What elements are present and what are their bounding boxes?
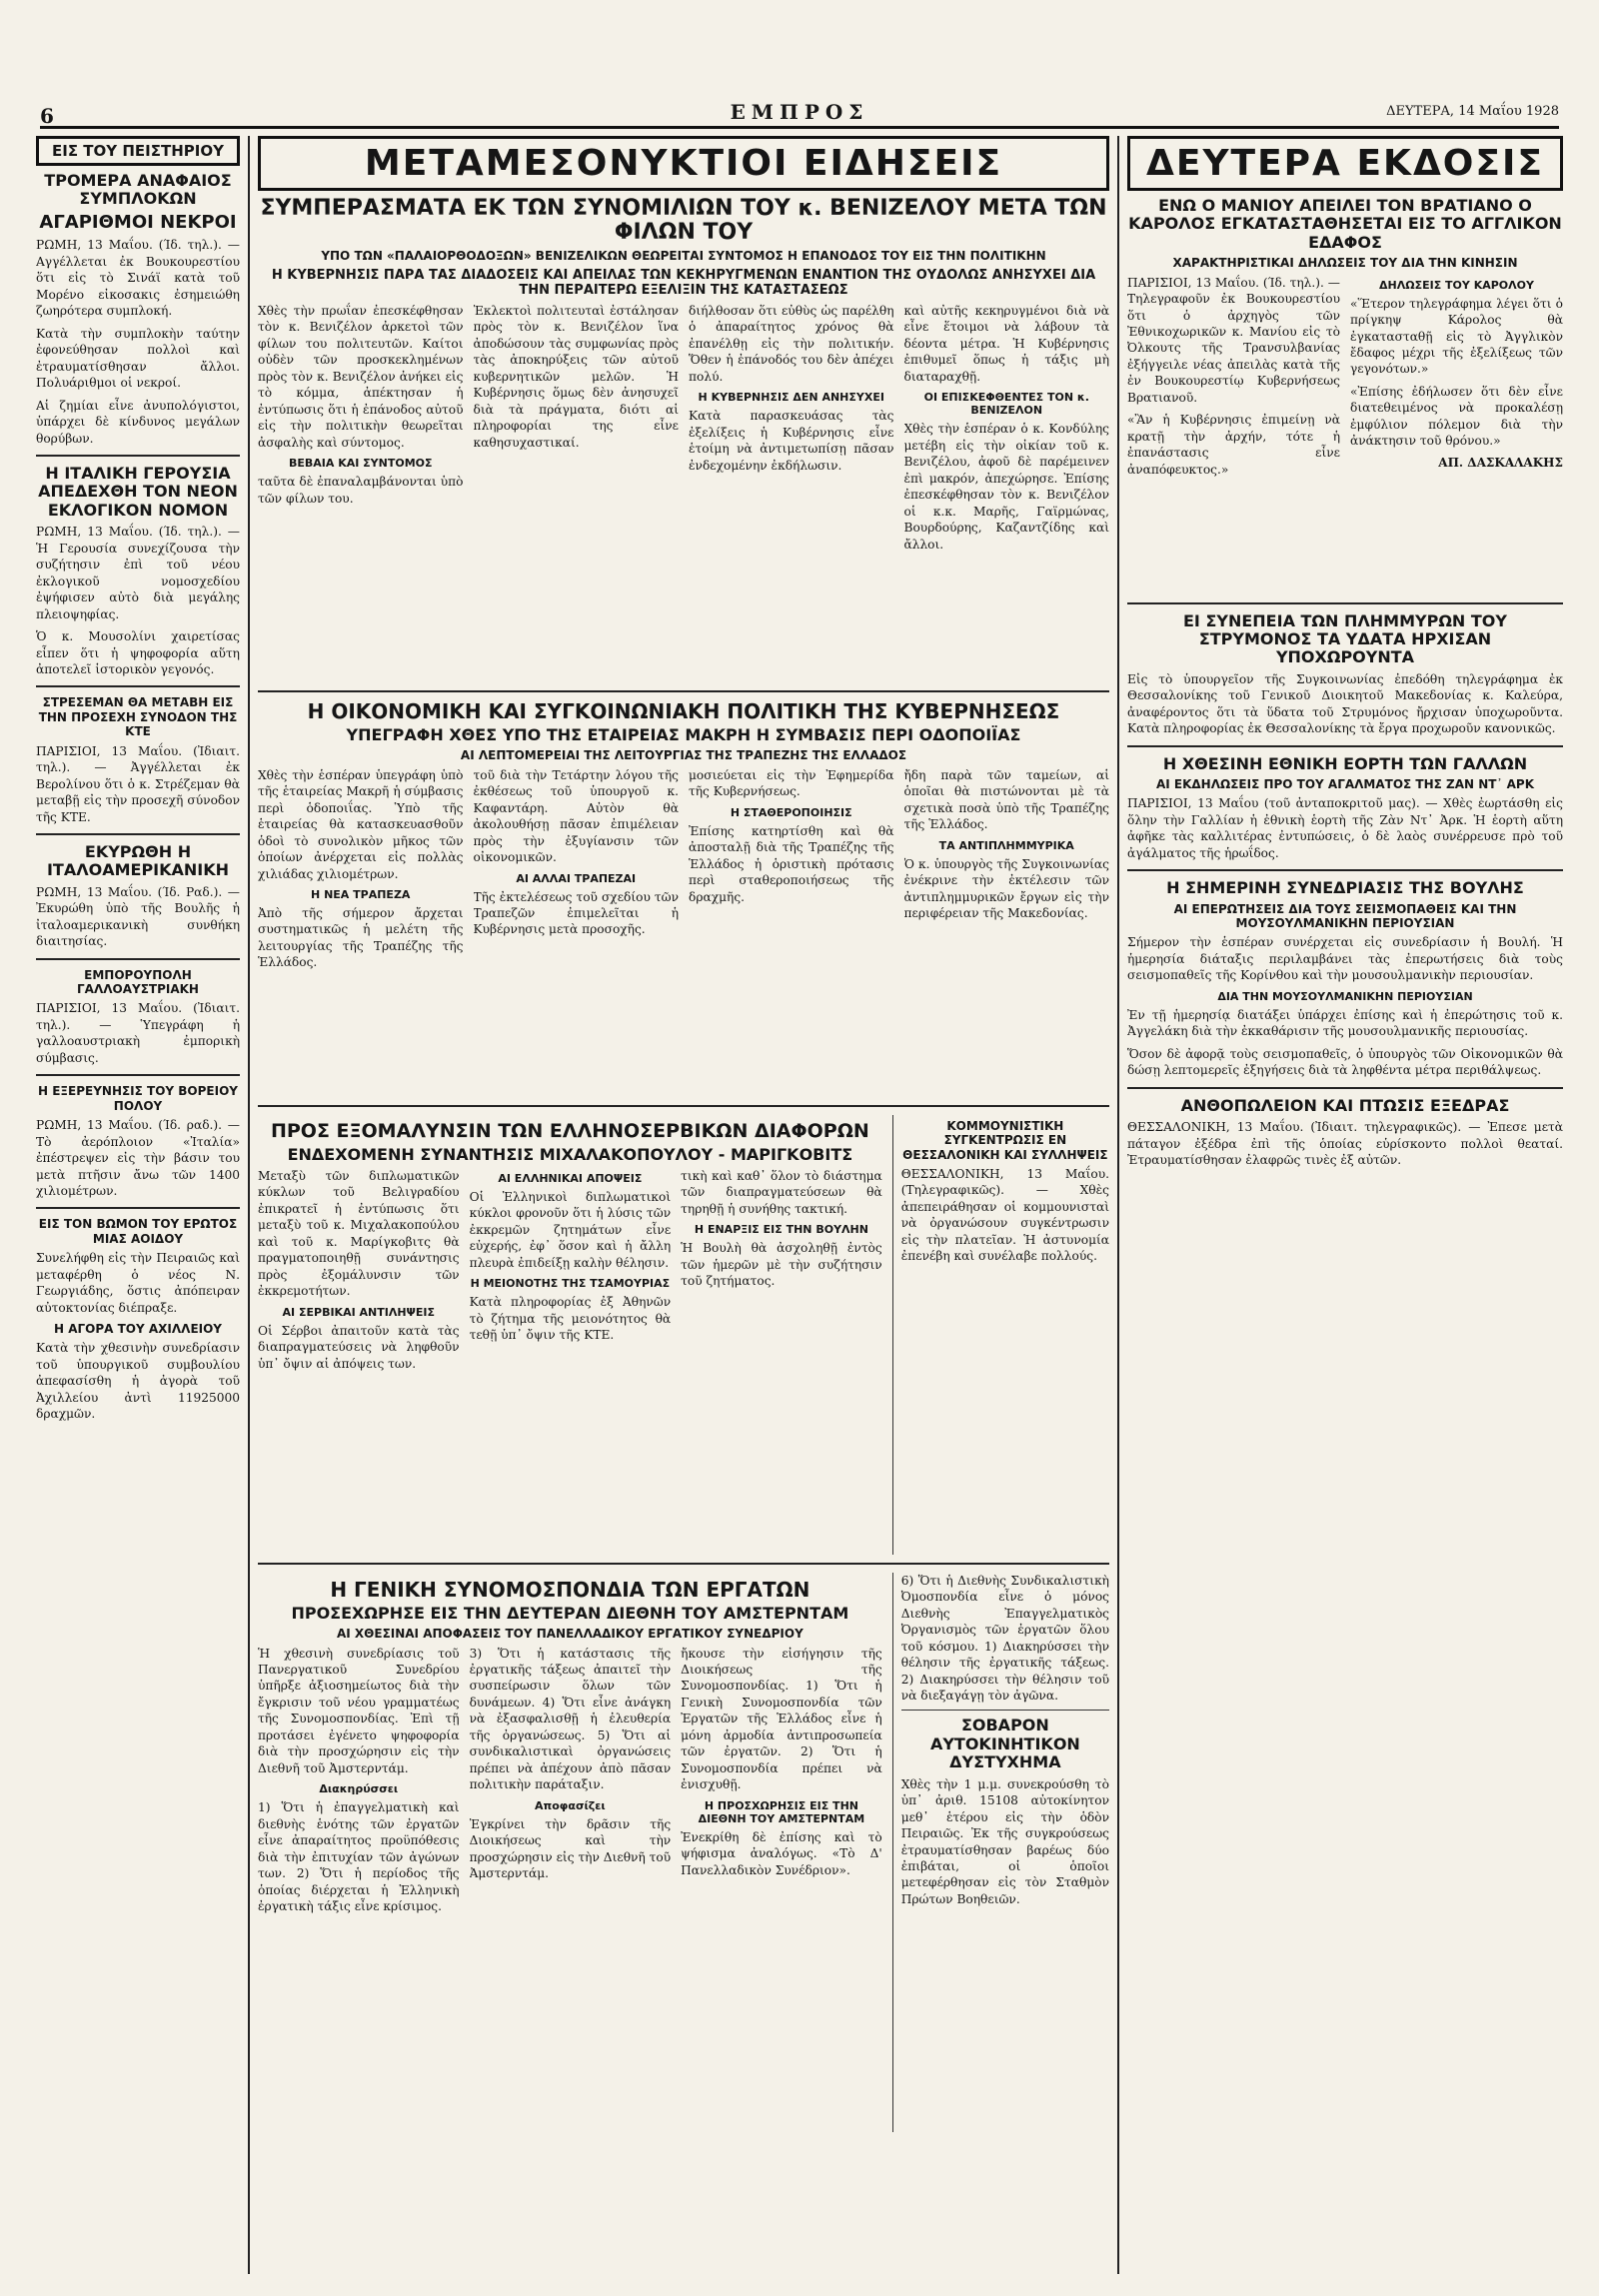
- romania-subhead: ΧΑΡΑΚΤΗΡΙΣΤΙΚΑΙ ΔΗΛΩΣΕΙΣ ΤΟΥ ΔΙΑ ΤΗΝ ΚΙΝΗΣΙΝ: [1172, 256, 1518, 271]
- article-text: Ἡ χθεσινὴ συνεδρίασις τοῦ Πανεργατικοῦ Συνεδρίου ὑπῆρξε ἀξιοσημείωτος διὰ τὴν ἔγκρισιν τοῦ νέου γραμματέως τῆς Συνομοσπονδίας. Ἐπὶ τῇ προτάσει ἐγένετο ψηφοφορία διὰ τὴν προσχώρησιν εἰς τὴν Διεθνῆ τοῦ Ἀμστερντάμ.: [258, 1646, 460, 1775]
- second-edition-banner: ΔΕΥΤΕΡΑ ΕΚΔΟΣΙΣ: [1127, 136, 1563, 191]
- right-column: [1127, 136, 1563, 2274]
- parliament-headline: Η ΣΗΜΕΡΙΝΗ ΣΥΝΕΔΡΙΑΣΙΣ ΤΗΣ ΒΟΥΛΗΣ: [1166, 878, 1524, 898]
- article-text: 3) Ὅτι ἡ κατάστασις τῆς ἐργατικῆς τάξεως ἀπαιτεῖ τὴν συσπείρωσιν ὅλων τῶν δυνάμεων. 4) Ὅτι εἶνε ἀνάγκη νὰ ἐξασφαλισθῇ ἡ ἐλευθερία τῆς ὀργανώσεως. 5) Ὅτι αἱ συνδικαλιστικαὶ ὀργανώσεις πρέπει νὰ ἀπέχουν ἀπὸ πᾶσαν πολιτικὴν παράταξιν.: [469, 1646, 672, 1792]
- romania-headline: ΕΝΩ Ο ΜΑΝΙΟΥ ΑΠΕΙΛΕΙ ΤΟΝ ΒΡΑΤΙΑΝΟ Ο ΚΑΡΟΛΟΣ ΕΓΚΑΤΑΣΤΑΘΗΣΕΤΑΙ ΕΙΣ ΤΟ ΑΓΓΛΙΚΟΝ ΕΔΑΦΟΣ: [1128, 196, 1562, 252]
- article-text: Μεταξὺ τῶν διπλωματικῶν κύκλων τοῦ Βελιγραδίου ἐπικρατεῖ ἡ ἐντύπωσις ὅτι μεταξὺ τοῦ κ. Μιχαλακοπούλου καὶ τοῦ κ. Μαρίγκοβιτς θὰ πραγματοποιηθῇ συνάντησις πρὸς ἐξομάλυνσιν τῶν ἐκκρεμοτήτων.: [258, 1169, 460, 1299]
- article-column: [1127, 275, 1340, 594]
- article-text: ΠΑΡΙΣΙΟΙ, 13 Μαΐου. (Ίδ. τηλ.). — Τηλεγραφοῦν ἐκ Βουκουρεστίου ὅτι ὁ ἀρχηγὸς τῶν Ἐθνικοχωρικῶν κ. Μανίου εἰς τὸ Ὀλκουτς τῆς Τρανσυλβανίας ἐξήγγειλε νέας ἀπειλὰς κατὰ τῆς ἐν Βουκουρεστίῳ Κυβερνήσεως Βρατιανοῦ.: [1127, 275, 1340, 405]
- labour-subhead-2: ΑΙ ΧΘΕΣΙΝΑΙ ΑΠΟΦΑΣΕΙΣ ΤΟΥ ΠΑΝΕΛΛΑΔΙΚΟΥ ΕΡΓΑΤΙΚΟΥ ΣΥΝΕΔΡΙΟΥ: [336, 1627, 803, 1642]
- divider: [1127, 869, 1563, 871]
- article-text: Ὁ κ. ὑπουργὸς τῆς Συγκοινωνίας ἐνέκρινε τὴν ἐκτέλεσιν τῶν ἀντιπλημμυρικῶν ἔργων εἰς τὴν περιφέρειαν τῆς Μακεδονίας.: [903, 856, 1109, 921]
- article-text: Ὅσον δὲ ἀφορᾷ τοὺς σεισμοπαθεῖς, ὁ ὑπουργὸς τῶν Οἰκονομικῶν θὰ δώσῃ λεπτομερεῖς ἐξηγήσεις διὰ τὰ ληφθέντα μέτρα περιθάλψεως.: [1127, 1046, 1563, 1078]
- middle-band: [258, 1115, 1109, 1555]
- article-text: διήλθοσαν ὅτι εὐθὺς ὡς παρέλθη ὁ ἀπαραίτητος χρόνος θὰ ἐπανέλθῃ εἰς τὴν πολιτικήν. Ὅθεν ἡ ἐπάνοδός του δὲν ἀπέχει πολύ.: [689, 303, 894, 384]
- divider: [1127, 1087, 1563, 1089]
- masthead: [40, 96, 1559, 129]
- divider: [36, 685, 240, 687]
- article-column: [474, 303, 680, 682]
- article-text: Κατὰ παρασκευάσας τὰς ἐξελίξεις ἡ Κυβέρνησις εἶνε ἑτοίμη νὰ ἀντιμετωπίσῃ πᾶσαν ἐνδεχομένην ἐκδήλωσιν.: [689, 409, 894, 473]
- accident-headline: ΣΟΒΑΡΟΝ ΑΥΤΟΚΙΝΗΤΙΚΟΝ ΔΥΣΤΥΧΗΜΑ: [929, 1716, 1080, 1772]
- article-column: [470, 1168, 672, 1378]
- article-subhead: Η ΚΥΒΕΡΝΗΣΙΣ ΔΕΝ ΑΝΗΣΥΧΕΙ: [698, 391, 884, 405]
- article-column: [689, 303, 894, 682]
- joan-of-arc-subhead: ΑΙ ΕΚΔΗΛΩΣΕΙΣ ΠΡΟ ΤΟΥ ΑΓΑΛΜΑΤΟΣ ΤΗΣ ΖΑΝ ΝΤ᾿ ΑΡΚ: [1155, 777, 1535, 791]
- left-heading-1: ΕΙΣ ΤΟΥ ΠΕΙΣΤΗΡΙΟΥ: [36, 136, 240, 166]
- communist-story: [892, 1115, 1109, 1555]
- article-subhead: ΟΙ ΕΠΙΣΚΕΦΘΕΝΤΕΣ ΤΟΝ κ. ΒΕΝΙΖΕΛΟΝ: [923, 391, 1089, 418]
- divider: [901, 1710, 1109, 1711]
- top-story-subhead-2: Η ΚΥΒΕΡΝΗΣΙΣ ΠΑΡΑ ΤΑΣ ΔΙΑΔΟΣΕΙΣ ΚΑΙ ΑΠΕΙΛΑΣ ΤΩΝ ΚΕΚΗΡΥΓΜΕΝΩΝ ΕΝΑΝΤΙΟΝ ΤΗΣ ΟΥΔΟΛΩΣ ΑΝΗΣΥΧΕΙ ΔΙΑ ΤΗΝ ΠΕΡΑΙΤΕΡΩ ΕΞΕΛΙΞΙΝ ΤΗΣ ΚΑΤΑΣΤΑΣΕΩΣ: [271, 267, 1096, 299]
- article-subhead: Η ΠΡΟΣΧΩΡΗΣΙΣ ΕΙΣ ΤΗΝ ΔΙΕΘΝΗ ΤΟΥ ΑΜΣΤΕΡΝΤΑΜ: [698, 1798, 865, 1825]
- article-text: Ἐνεκρίθη δὲ ἐπίσης καὶ τὸ ψήφισμα ἀναλόγως. «Τὸ Δ' Πανελλαδικὸν Συνέδριον».: [681, 1829, 882, 1877]
- platform-collapse-headline: ΑΝΘΟΠΩΛΕΙΟΝ ΚΑΙ ΠΤΩΣΙΣ ΕΞΕΔΡΑΣ: [1180, 1095, 1510, 1115]
- article-subhead: ΑΙ ΕΛΛΗΝΙΚΑΙ ΑΠΟΨΕΙΣ: [498, 1172, 643, 1186]
- article-column: [258, 303, 464, 682]
- left-heading-10: Η ΑΓΟΡΑ ΤΟΥ ΑΧΙΛΛΕΙΟΥ: [54, 1322, 222, 1337]
- article-text: Οἱ Σέρβοι ἀπαιτοῦν κατὰ τὰς διαπραγματεύσεις νὰ ληφθοῦν ὑπ᾿ ὄψιν αἱ ἀπόψεις των.: [258, 1323, 460, 1371]
- center-banner: ΜΕΤΑΜΕΣΟΝΥΚΤΙΟΙ ΕΙΔΗΣΕΙΣ: [258, 136, 1109, 191]
- left-paragraph: Ὁ κ. Μουσολίνι χαιρετίσας εἶπεν ὅτι ἡ ψηφοφορία αὕτη ἀποτελεῖ ἱστορικὸν γεγονός.: [36, 629, 240, 677]
- article-subhead: Η ΜΕΙΟΝΟΤΗΣ ΤΗΣ ΤΣΑΜΟΥΡΙΑΣ: [470, 1277, 671, 1291]
- left-paragraph: ΠΑΡΙΣΙΟΙ, 13 Μαΐου. (Ἰδιαιτ. τηλ.). — Ἀγγέλλεται ἐκ Βερολίνου ὅτι ὁ κ. Στρέζεμαν θὰ μεταβῇ εἰς τὴν προσεχῆ σύνοδον τῆς ΚΤΕ.: [36, 743, 240, 824]
- date-line: ΔΕΥΤΕΡΑ, 14 Μαΐου 1928: [1386, 104, 1559, 119]
- parliament-subhead: ΑΙ ΕΠΕΡΩΤΗΣΕΙΣ ΔΙΑ ΤΟΥΣ ΣΕΙΣΜΟΠΑΘΕΙΣ ΚΑΙ ΤΗΝ ΜΟΥΣΟΥΛΜΑΝΙΚΗΝ ΠΕΡΙΟΥΣΙΑΝ: [1173, 901, 1517, 931]
- left-paragraph: ΠΑΡΙΣΙΟΙ, 13 Μαΐου. (Ἰδιαιτ. τηλ.). — Ὑπεγράφη ἡ γαλλοαυστριακὴ ἐμπορικὴ σύμβασις.: [36, 1001, 240, 1065]
- romania-columns: [1127, 275, 1563, 594]
- paper-name: ΕΜΠΡΟΣ: [730, 100, 869, 124]
- left-paragraph: ΡΩΜΗ, 13 Μαΐου. (Ίδ. τηλ.). — Ἡ Γερουσία συνεχίζουσα τὴν συζήτησιν ἐπὶ τοῦ νέου ἐκλογικοῦ νομοσχεδίου ἐψήφισεν αὐτὸ διὰ μεγάλης πλειοψηφίας.: [36, 525, 240, 621]
- economy-columns: [258, 767, 1109, 1097]
- left-heading-8: Η ΕΞΕΡΕΥΝΗΣΙΣ ΤΟΥ ΒΟΡΕΙΟΥ ΠΟΛΟΥ: [38, 1084, 238, 1113]
- left-heading-9: ΕΙΣ ΤΟΝ ΒΩΜΟΝ ΤΟΥ ΕΡΩΤΟΣ ΜΙΑΣ ΑΟΙΔΟΥ: [38, 1217, 238, 1246]
- left-paragraph: Αἱ ζημίαι εἶνε ἀνυπολόγιστοι, ὑπάρχει δὲ κίνδυνος μεγάλων θορύβων.: [36, 398, 240, 446]
- article-subhead: Η ΣΤΑΘΕΡΟΠΟΙΗΣΙΣ: [730, 805, 852, 819]
- left-heading-3: ΑΓΑΡΙΘΜΟΙ ΝΕΚΡΟΙ: [39, 211, 237, 233]
- article-text: Ἐν τῇ ἡμερησίᾳ διατάξει ὑπάρχει ἐπίσης καὶ ἡ ἐπερώτησις τοῦ κ. Ἀγγελάκη διὰ τὴν ἐκκαθάρισιν τῆς μουσουλμανικῆς περιουσίας.: [1127, 1007, 1563, 1039]
- article-text: Ἐγκρίνει τὴν δρᾶσιν τῆς Διοικήσεως καὶ τὴν προσχώρησιν εἰς τὴν Διεθνῆ τοῦ Ἀμστερντάμ.: [469, 1816, 672, 1881]
- article-subhead: Η ΕΝΑΡΞΙΣ ΕΙΣ ΤΗΝ ΒΟΥΛΗΝ: [694, 1223, 868, 1237]
- article-text: ἤκουσε τὴν εἰσήγησιν τῆς Διοικήσεως τῆς Συνομοσπονδίας. 1) Ὅτι ἡ Γενικὴ Συνομοσπονδία τῶν Ἐργατῶν τῆς Ἑλλάδος εἶνε ἡ μόνη ἀρμοδία ἀντιπροσωπεία τῶν ἐργατῶν. 2) Ὅτι ἡ Συνομοσπονδία πρέπει νὰ ἐνισχυθῇ.: [681, 1646, 882, 1792]
- labour-columns: [258, 1646, 882, 1921]
- article-text: Κατὰ πληροφορίας ἐξ Ἀθηνῶν τὸ ζήτημα τῆς μειονότητος θὰ τεθῇ ὑπ᾿ ὄψιν τῆς ΚΤΕ.: [469, 1295, 672, 1343]
- article-text: Οἱ Ἑλληνικοὶ διπλωματικοὶ κύκλοι φρονοῦν ὅτι ἡ λύσις τῶν ἐκκρεμῶν ζητημάτων εἶνε εὐχερής, ἐφ᾿ ὅσον καὶ ἡ ἄλλη πλευρὰ ἐπιδείξῃ καλὴν θέλησιν.: [469, 1190, 672, 1270]
- article-column: [474, 767, 680, 1097]
- divider: [1127, 602, 1563, 604]
- labour-subhead: ΠΡΟΣΕΧΩΡΗΣΕ ΕΙΣ ΤΗΝ ΔΕΥΤΕΡΑΝ ΔΙΕΘΝΗ ΤΟΥ ΑΜΣΤΕΡΝΤΑΜ: [291, 1603, 849, 1623]
- article-column: [904, 767, 1110, 1097]
- article-subhead: ΑΙ ΑΛΛΑΙ ΤΡΑΠΕΖΑΙ: [516, 871, 637, 885]
- center-column: [258, 136, 1109, 2274]
- article-text: Χθὲς τὴν ἑσπέραν ὁ κ. Κονδύλης μετέβη εἰς τὴν οἰκίαν τοῦ κ. Βενιζέλου, ἀφοῦ δὲ παρέμεινεν ἐπὶ μακρόν, ἀπεχώρησε. Ἐπίσης ἐπεσκέφθησαν τὸν κ. Βενιζέλον οἱ κ.κ. Μαρῆς, Γαϊρμώνας, Βουρδούρης, Καζαντζίδης καὶ ἄλλοι.: [903, 422, 1109, 552]
- divider: [258, 1105, 1109, 1107]
- divider: [36, 958, 240, 960]
- divider: [36, 833, 240, 835]
- serbian-columns: [258, 1168, 882, 1378]
- divider: [36, 1207, 240, 1209]
- article-text: «Ἂν ἡ Κυβέρνησις ἐπιμείνῃ νὰ κρατῇ τὴν ἀρχήν, τότε ἡ ἐπανάστασις εἶνε ἀναπόφευκτος.»: [1127, 413, 1340, 477]
- article-text: Σήμερον τὴν ἑσπέραν συνέρχεται εἰς συνεδρίασιν ἡ Βουλή. Ἡ ἡμερησία διάταξις περιλαμβάνει τὰς ἐπερωτήσεις διὰ τοὺς σεισμοπαθεῖς τῆς Κορίνθου καὶ τὴν μουσουλμανικὴν περιουσίαν.: [1127, 935, 1563, 983]
- article-column: [258, 1646, 460, 1921]
- labour-story: [258, 1573, 882, 2132]
- article-text: ἤδη παρὰ τῶν ταμείων, αἱ ὁποῖαι θὰ πιστώνονται μὲ τὰ σχετικὰ ποσὰ ὑπὸ τῆς Τραπέζης τῆς Ἑλλάδος.: [903, 767, 1109, 832]
- left-paragraph: ΡΩΜΗ, 13 Μαΐου. (Ίδ. Ραδ.). — Ἐκυρώθη ὑπὸ τῆς Βουλῆς ἡ ἰταλοαμερικανικὴ συνθήκη διαιτησίας.: [36, 884, 240, 949]
- article-subhead: Διακηρύσσει: [319, 1782, 399, 1796]
- divider: [36, 1074, 240, 1076]
- article-text: Ἀπὸ τῆς σήμερον ἄρχεται συστηματικῶς ἡ μελέτη τῆς λειτουργίας τῆς Τραπέζης τῆς Ἑλλάδος.: [258, 906, 464, 970]
- article-text: Ἐπίσης κατηρτίσθη καὶ θὰ ἀποσταλῇ διὰ τῆς Τραπέζης τῆς Ἑλλάδος ἡ ὁριστικὴ πρότασις περὶ σταθεροποιήσεως τῆς δραχμῆς.: [689, 823, 894, 904]
- top-story-columns: [258, 303, 1109, 682]
- article-text: ΘΕΣΣΑΛΟΝΙΚΗ, 13 Μαΐου. (Ἰδιαιτ. τηλεγραφικῶς). — Ἐπεσε μετὰ πάταγον ἐξέδρα ἐπὶ τῆς ὁποίας εὑρίσκοντο πολλοὶ θεαταί. Ἐτραυματίσθησαν ἐλαφρῶς τινὲς ἐξ αὐτῶν.: [1127, 1120, 1563, 1168]
- article-text: Ἐκλεκτοὶ πολιτευταὶ ἐστάλησαν πρὸς τὸν κ. Βενιζέλον ἵνα ἀποδώσουν τὰς συμφωνίας πρὸς τὰς ἀποκηρύξεις τῶν αὐτοῦ κυβερνητικῶν μελῶν. Ἡ Κυβέρνησις ὅμως δὲν ἀνησυχεῖ διὰ τὰ πράγματα, διότι αἱ πληροφορίαι της εἶνε καθησυχαστικαί.: [473, 303, 679, 450]
- left-paragraph: Συνελήφθη εἰς τὴν Πειραιῶς καὶ μεταφέρθη ὁ νέος Ν. Γεωργιάδης, ὅστις ἀπόπειραν αὐτοκτονίας διέπραξε.: [36, 1251, 240, 1315]
- left-paragraph: Κατὰ τὴν συμπλοκὴν ταύτην ἐφονεύθησαν πολλοὶ καὶ ἐτραυματίσθησαν ἄλλοι. Πολυάριθμοι οἱ νεκροί.: [36, 326, 240, 391]
- left-paragraph: ΡΩΜΗ, 13 Μαΐου. (Ίδ. ραδ.). — Τὸ ἀερόπλοιον «Ἰταλία» ἐπέστρεψεν εἰς τὴν βάσιν του μετὰ πτῆσιν ἄνω τῶν 1400 χιλιομέτρων.: [36, 1118, 240, 1198]
- top-story-headline: ΣΥΜΠΕΡΑΣΜΑΤΑ ΕΚ ΤΩΝ ΣΥΝΟΜΙΛΙΩΝ ΤΟΥ κ. ΒΕΝΙΖΕΛΟΥ ΜΕΤΑ ΤΩΝ ΦΙΛΩΝ ΤΟΥ: [260, 196, 1107, 246]
- article-text: μοσιεύεται εἰς τὴν Ἐφημερίδα τῆς Κυβερνήσεως.: [689, 767, 894, 799]
- article-subhead: ΔΗΛΩΣΕΙΣ ΤΟΥ ΚΑΡΟΛΟΥ: [1379, 278, 1534, 292]
- article-text: 1) Ὅτι ἡ ἐπαγγελματικὴ καὶ διεθνὴς ἑνότης τῶν ἐργατῶν εἶνε ἀπαραίτητος προϋπόθεσις διὰ τὴν ἐπιτυχίαν τῶν ἀγώνων των. 2) Ὅτι ἡ περίοδος τῆς ὁποίας διέρχεται ἡ Ἑλληνικὴ ἐργατικὴ τάξις εἶνε κρίσιμος.: [258, 1800, 460, 1914]
- divider: [1127, 745, 1563, 747]
- strymon-headline: ΕΙ ΣΥΝΕΠΕΙΑ ΤΩΝ ΠΛΗΜΜΥΡΩΝ ΤΟΥ ΣΤΡΥΜΟΝΟΣ ΤΑ ΥΔΑΤΑ ΗΡΧΙΣΑΝ ΥΠΟΧΩΡΟΥΝΤΑ: [1183, 610, 1507, 667]
- economy-subhead: ΥΠΕΓΡΑΦΗ ΧΘΕΣ ΥΠΟ ΤΗΣ ΕΤΑΙΡΕΙΑΣ ΜΑΚΡΗ Η ΣΥΜΒΑΣΙΣ ΠΕΡΙ ΟΔΟΠΟΙΪΑΣ: [346, 724, 1021, 744]
- column-rule: [1117, 136, 1119, 2274]
- article-column: [681, 1646, 882, 1921]
- divider: [258, 690, 1109, 692]
- article-column: [904, 303, 1110, 682]
- column-rule: [248, 136, 250, 2274]
- top-story-subhead: ΥΠΟ ΤΩΝ «ΠΑΛΑΙΟΡΘΟΔΟΞΩΝ» ΒΕΝΙΖΕΛΙΚΩΝ ΘΕΩΡΕΙΤΑΙ ΣΥΝΤΟΜΟΣ Η ΕΠΑΝΟΔΟΣ ΤΟΥ ΕΙΣ ΤΗΝ ΠΟΛΙΤΙΚΗΝ: [321, 249, 1046, 264]
- article-column: [681, 1168, 882, 1378]
- labour-headline: Η ΓΕΝΙΚΗ ΣΥΝΟΜΟΣΠΟΝΔΙΑ ΤΩΝ ΕΡΓΑΤΩΝ: [330, 1577, 810, 1602]
- divider: [36, 455, 240, 457]
- left-heading-4: Η ΙΤΑΛΙΚΗ ΓΕΡΟΥΣΙΑ ΑΠΕΔΕΧΘΗ ΤΟΝ ΝΕΟΝ ΕΚΛΟΓΙΚΟΝ ΝΟΜΟΝ: [38, 464, 238, 520]
- article-subhead: ΔΙΑ ΤΗΝ ΜΟΥΣΟΥΛΜΑΝΙΚΗΝ ΠΕΡΙΟΥΣΙΑΝ: [1217, 989, 1473, 1003]
- article-text: Χθὲς τὴν ἑσπέραν ὑπεγράφη ὑπὸ τῆς ἑταιρείας Μακρῆ ἡ σύμβασις περὶ ὁδοποιΐας. Ὑπὸ τῆς ἑταιρείας θὰ κατασκευασθοῦν ὁδοὶ τὸ συνολικὸν μῆκος τῶν ὁποίων ἀνέρχεται εἰς πολλὰς χιλιάδας χιλιομέτρων.: [258, 767, 464, 881]
- article-text: τοῦ διὰ τὴν Τετάρτην λόγου τῆς ἐκθέσεως τοῦ ὑπουργοῦ κ. Καφαντάρη. Αὐτὸν θὰ ἀκολουθήσῃ πᾶσαν ἐπιμέλειαν πρὸς τὴν ἐξυγίανσιν τῶν οἰκονομικῶν.: [473, 767, 679, 865]
- divider: [258, 1563, 1109, 1565]
- article-text: «Ἐπίσης ἐδήλωσεν ὅτι δὲν εἶνε διατεθειμένος νὰ προκαλέσῃ ἐμφύλιον πόλεμον διὰ τὴν ἀνάκτησιν τοῦ θρόνου.»: [1350, 384, 1563, 449]
- economy-headline: Η ΟΙΚΟΝΟΜΙΚΗ ΚΑΙ ΣΥΓΚΟΙΝΩΝΙΑΚΗ ΠΟΛΙΤΙΚΗ ΤΗΣ ΚΥΒΕΡΝΗΣΕΩΣ: [307, 698, 1060, 723]
- article-text: ταῦτα δὲ ἐπαναλαμβάνονται ὑπὸ τῶν φίλων του.: [258, 475, 464, 506]
- article-text: Εἰς τὸ ὑπουργεῖον τῆς Συγκοινωνίας ἐπεδόθη τηλεγράφημα ἐκ Θεσσαλονίκης τοῦ Γενικοῦ Διοικητοῦ Μακεδονίας κ. Καλεύρα, ἀναφέροντος ὅτι τὰ ὕδατα τοῦ Στρυμόνος ἤρχισαν ὑποχωροῦντα. Κατὰ πληροφορίας ἐκ Θεσσαλονίκης τὰ ἔργα προχωροῦν κανονικῶς.: [1127, 671, 1563, 736]
- article-text: ΘΕΣΣΑΛΟΝΙΚΗ, 13 Μαΐου. (Τηλεγραφικῶς). — Χθὲς ἀπεπειράθησαν οἱ κομμουνισταὶ νὰ ὀργανώσουν συγκέντρωσιν εἰς τὴν πλατεῖαν. Ἡ ἀστυνομία ἐπενέβη καὶ συνέλαβε πολλούς.: [900, 1166, 1109, 1264]
- article-column: [258, 767, 464, 1097]
- article-column: [470, 1646, 672, 1921]
- article-subhead: ΑΙ ΣΕΡΒΙΚΑΙ ΑΝΤΙΛΗΨΕΙΣ: [282, 1305, 436, 1319]
- article-text: 6) Ὅτι ἡ Διεθνὴς Συνδικαλιστικὴ Ὀμοσπονδία εἶνε ὁ μόνος Διεθνὴς Ἐπαγγελματικὸς Ὀργανισμὸς τῶν ἐργατῶν ὅλου τοῦ κόσμου. 1) Διακηρύσσει τὴν θέλησιν τῆς ἐργατικῆς τάξεως. 2) Διακηρύσσει τὴν θέλησιν τοῦ νὰ διεξαγάγῃ τὸν ἀγῶνα.: [900, 1573, 1109, 1704]
- serbian-subhead: ΕΝΔΕΧΟΜΕΝΗ ΣΥΝΑΝΤΗΣΙΣ ΜΙΧΑΛΑΚΟΠΟΥΛΟΥ - ΜΑΡΙΓΚΟΒΙΤΣ: [287, 1144, 853, 1164]
- serbian-story: [258, 1115, 882, 1555]
- author-signature: ΑΠ. ΔΑΣΚΑΛΑΚΗΣ: [1438, 455, 1563, 470]
- left-column: [36, 136, 240, 2274]
- article-subhead: Αποφασίζει: [535, 1798, 606, 1812]
- article-subhead: ΒΕΒΑΙΑ ΚΑΙ ΣΥΝΤΟΜΟΣ: [288, 457, 433, 471]
- article-text: Ἡ Βουλὴ θὰ ἀσχοληθῇ ἐντὸς τῶν ἡμερῶν μὲ τὴν συζήτησιν τοῦ ζητήματος.: [681, 1241, 882, 1289]
- left-heading-2: ΤΡΟΜΕΡΑ ΑΝΑΦΑΙΟΣ ΣΥΜΠΛΟΚΩΝ: [44, 171, 232, 209]
- article-text: τικὴ καὶ καθ᾿ ὅλον τὸ διάστημα τῶν διαπραγματεύσεων θὰ τηρηθῇ ἡ συνήθης τακτική.: [681, 1169, 882, 1216]
- article-column: [689, 767, 894, 1097]
- economy-subhead-2: ΑΙ ΛΕΠΤΟΜΕΡΕΙΑΙ ΤΗΣ ΛΕΙΤΟΥΡΓΙΑΣ ΤΗΣ ΤΡΑΠΕΖΗΣ ΤΗΣ ΕΛΛΑΔΟΣ: [460, 748, 907, 763]
- article-text: Χθὲς τὴν 1 μ.μ. συνεκρούσθη τὸ ὑπ᾿ ἀριθ. 15108 αὐτοκίνητον μεθ᾿ ἑτέρου εἰς τὴν ὁδὸν Πειραιῶς. Ἐκ τῆς συγκρούσεως ἐτραυματίσθησαν βαρέως δύο ἐπιβάται, οἱ ὁποῖοι μετεφέρθησαν εἰς τὸν Σταθμὸν Πρώτων Βοηθειῶν.: [900, 1776, 1109, 1906]
- left-paragraph: Κατὰ τὴν χθεσινὴν συνεδρίασιν τοῦ ὑπουργικοῦ συμβουλίου ἀπεφασίσθη ἡ ἀγορὰ τοῦ Ἀχιλλείου ἀντὶ 11925000 δραχμῶν.: [36, 1341, 240, 1422]
- article-text: Χθὲς τὴν πρωΐαν ἐπεσκέφθησαν τὸν κ. Βενιζέλον ἀρκετοὶ τῶν φίλων του πολιτευτῶν. Καίτοι οὐδὲν τῶν προσκεκλημένων πρὸς τὸν κ. Βενιζέλον ἀνήκει εἰς τὸ κόμμα, ἀπέκτησαν ἡ ἐντύπωσις ὅτι ἡ ἐπάνοδος αὐτοῦ εἰς τὴν πολιτικὴν θεωρεῖται ἀσφαλὴς καὶ σύντομος.: [258, 303, 464, 450]
- left-heading-6: ΕΚΥΡΩΘΗ Η ΙΤΑΛΟΑΜΕΡΙΚΑΝΙΚΗ: [46, 842, 230, 880]
- article-text: ΠΑΡΙΣΙΟΙ, 13 Μαΐου (τοῦ ἀνταποκριτοῦ μας). — Χθὲς ἐωρτάσθη εἰς ὅλην τὴν Γαλλίαν ἡ ἐθνικὴ ἑορτὴ τῆς Ζὰν Ντ᾿ Ἀρκ. Ἡ ἑορτὴ αὕτη ἀφῆκε τὰς καλλιτέρας ἐντυπώσεις, ὁ δὲ λαὸς συνέρρευσε πρὸ τοῦ ἀγάλματος τῆς ἡρωΐδος.: [1127, 796, 1563, 860]
- bottom-band: [258, 1573, 1109, 2132]
- article-text: Τῆς ἐκτελέσεως τοῦ σχεδίου τῶν Τραπεζῶν ἐπιμελεῖται ἡ Κυβέρνησις μετὰ προσοχῆς.: [473, 889, 679, 937]
- left-heading-5: ΣΤΡΕΣΕΜΑΝ ΘΑ ΜΕΤΑΒΗ ΕΙΣ ΤΗΝ ΠΡΟΣΕΧΗ ΣΥΝΟΔΟΝ ΤΗΣ ΚΤΕ: [38, 695, 238, 739]
- joan-of-arc-headline: Η ΧΘΕΣΙΝΗ ΕΘΝΙΚΗ ΕΟΡΤΗ ΤΩΝ ΓΑΛΛΩΝ: [1162, 753, 1528, 773]
- left-heading-7: ΕΜΠΟΡΟΥΠΟΛΗ ΓΑΛΛΟΑΥΣΤΡΙΑΚΗ: [77, 967, 199, 997]
- left-paragraph: ΡΩΜΗ, 13 Μαΐου. (Ίδ. τηλ.). — Αγγέλλεται ἐκ Βουκουρεστίου ὅτι εἰς τὸ Σινάϊ κατὰ τοῦ Μορένο εἰκοσακις ἐσημειώθη ζωηρότερα συμπλοκή.: [36, 238, 240, 319]
- article-column: [258, 1168, 460, 1378]
- article-subhead: Η ΝΕΑ ΤΡΑΠΕΖΑ: [311, 888, 411, 902]
- side-stories: [892, 1573, 1109, 2132]
- article-text: καὶ αὐτῆς κεκηρυγμένοι διὰ νὰ εἶνε ἕτοιμοι νὰ λάβουν τὰ δέοντα μέτρα. Ἡ Κυβέρνησις ἐπιθυμεῖ ὅπως ἡ τάξις μὴ διαταραχθῇ.: [903, 303, 1109, 384]
- article-text: «Ἕτερον τηλεγράφημα λέγει ὅτι ὁ πρίγκηψ Κάρολος θὰ ἐγκατασταθῇ εἰς τὸ Ἀγγλικὸν ἔδαφος μέχρι τῆς ἐξελίξεως τῶν γεγονότων.»: [1350, 296, 1563, 377]
- article-column: [1350, 275, 1563, 594]
- communist-headline: ΚΟΜΜΟΥΝΙΣΤΙΚΗ ΣΥΓΚΕΝΤΡΩΣΙΣ ΕΝ ΘΕΣΣΑΛΟΝΙΚΗ ΚΑΙ ΣΥΛΛΗΨΕΙΣ: [902, 1118, 1108, 1162]
- page-number: 6: [40, 104, 54, 128]
- serbian-headline: ΠΡΟΣ ΕΞΟΜΑΛΥΝΣΙΝ ΤΩΝ ΕΛΛΗΝΟΣΕΡΒΙΚΩΝ ΔΙΑΦΟΡΩΝ: [270, 1119, 869, 1142]
- article-subhead: ΤΑ ΑΝΤΙΠΛΗΜΜΥΡΙΚΑ: [938, 838, 1074, 852]
